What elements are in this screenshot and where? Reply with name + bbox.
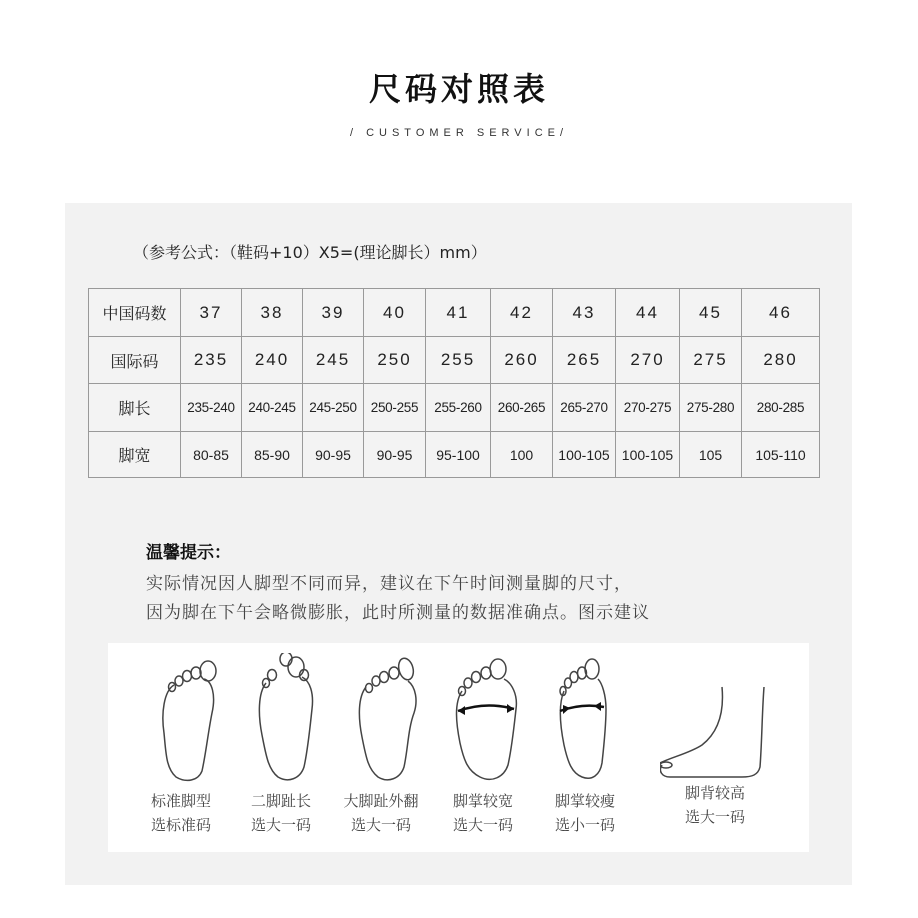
foot-label: 大脚趾外翻 选大一码 xyxy=(343,792,419,834)
bunion-foot-icon xyxy=(326,653,436,783)
table-cell: 85-90 xyxy=(242,432,303,478)
table-cell: 100-105 xyxy=(553,432,616,478)
table-cell: 260 xyxy=(491,337,553,384)
table-cell: 43 xyxy=(553,289,616,337)
table-row-foot-length xyxy=(89,384,820,432)
table-cell: 44 xyxy=(616,289,680,337)
table-row-intl-size xyxy=(89,337,820,384)
size-formula: （参考公式：（鞋码+10）X5=(理论脚长）mm） xyxy=(133,243,487,262)
table-cell: 105-110 xyxy=(742,432,820,478)
table-cell: 250 xyxy=(364,337,426,384)
table-cell: 245-250 xyxy=(303,384,364,432)
table-row-cn-size xyxy=(89,289,820,337)
table-row-foot-width xyxy=(89,432,820,478)
table-cell: 255-260 xyxy=(426,384,491,432)
foot-type-guide xyxy=(108,643,809,852)
foot-type-bunion xyxy=(326,643,436,852)
table-cell: 255 xyxy=(426,337,491,384)
table-cell: 80-85 xyxy=(181,432,242,478)
long-second-toe-icon xyxy=(226,653,336,783)
table-cell: 45 xyxy=(680,289,742,337)
foot-type-wide xyxy=(428,643,538,852)
table-cell: 260-265 xyxy=(491,384,553,432)
table-cell: 250-255 xyxy=(364,384,426,432)
tips-title: 温馨提示： xyxy=(146,543,231,563)
table-cell: 265 xyxy=(553,337,616,384)
table-cell: 270 xyxy=(616,337,680,384)
table-cell: 240-245 xyxy=(242,384,303,432)
table-cell: 280-285 xyxy=(742,384,820,432)
table-cell: 275 xyxy=(680,337,742,384)
row-label: 中国码数 xyxy=(89,289,181,337)
row-label: 脚长 xyxy=(89,384,181,432)
table-cell: 105 xyxy=(680,432,742,478)
high-arch-foot-icon xyxy=(660,653,770,783)
wide-foot-icon xyxy=(428,653,538,783)
foot-label: 标准脚型 选标准码 xyxy=(150,792,211,834)
page-subtitle: / CUSTOMER SERVICE/ xyxy=(349,127,569,139)
table-cell: 235-240 xyxy=(181,384,242,432)
foot-label: 脚背较高 选大一码 xyxy=(684,784,745,826)
narrow-foot-icon xyxy=(530,653,640,783)
tip-line: 实际情况因人脚型不同而异，建议在下午时间测量脚的尺寸， xyxy=(146,574,632,594)
tip-line: 因为脚在下午会略微膨胀，此时所测量的数据准确点。图示建议 xyxy=(146,603,650,623)
table-cell: 235 xyxy=(181,337,242,384)
table-cell: 100-105 xyxy=(616,432,680,478)
foot-type-high-arch xyxy=(660,643,770,852)
standard-foot-icon xyxy=(126,653,236,783)
table-cell: 240 xyxy=(242,337,303,384)
table-cell: 46 xyxy=(742,289,820,337)
table-cell: 100 xyxy=(491,432,553,478)
table-cell: 90-95 xyxy=(364,432,426,478)
table-cell: 265-270 xyxy=(553,384,616,432)
table-cell: 280 xyxy=(742,337,820,384)
table-cell: 275-280 xyxy=(680,384,742,432)
table-cell: 245 xyxy=(303,337,364,384)
foot-label: 二脚趾长 选大一码 xyxy=(250,792,311,834)
table-cell: 90-95 xyxy=(303,432,364,478)
table-cell: 37 xyxy=(181,289,242,337)
table-cell: 41 xyxy=(426,289,491,337)
table-cell: 270-275 xyxy=(616,384,680,432)
foot-label: 脚掌较瘦 选小一码 xyxy=(554,792,615,834)
table-cell: 42 xyxy=(491,289,553,337)
table-cell: 38 xyxy=(242,289,303,337)
table-cell: 95-100 xyxy=(426,432,491,478)
size-chart-table xyxy=(88,288,820,478)
table-cell: 40 xyxy=(364,289,426,337)
row-label: 脚宽 xyxy=(89,432,181,478)
foot-label: 脚掌较宽 选大一码 xyxy=(452,792,513,834)
row-label: 国际码 xyxy=(89,337,181,384)
foot-type-long-second-toe xyxy=(226,643,336,852)
page-title: 尺码对照表 xyxy=(368,70,549,108)
foot-type-narrow xyxy=(530,643,640,852)
table-cell: 39 xyxy=(303,289,364,337)
foot-type-standard xyxy=(126,643,236,852)
